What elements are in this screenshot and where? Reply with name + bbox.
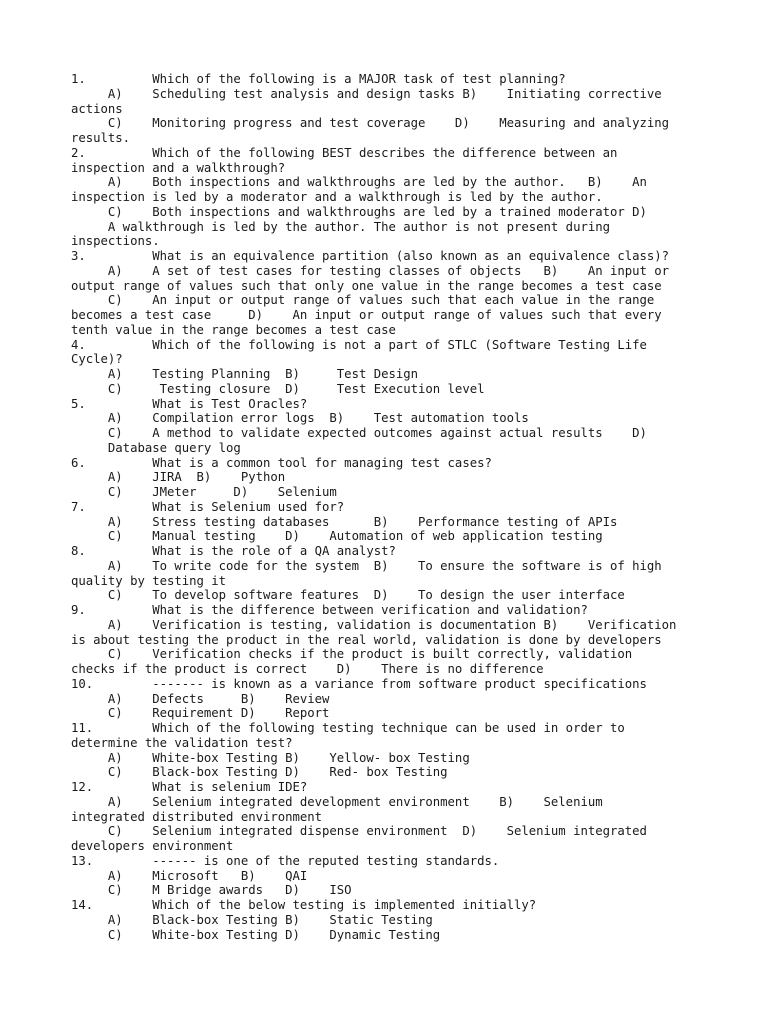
question-document bbox=[71, 72, 701, 942]
document-line: A) Both inspections and walkthroughs are led by the author. B) An bbox=[71, 175, 647, 190]
document-line: 2. Which of the following BEST describes the difference between an bbox=[71, 145, 618, 160]
document-line: A) Stress testing databases B) Performance testing of APIs bbox=[71, 514, 618, 529]
document-line: A) Verification is testing, validation is documentation B) Verification bbox=[71, 617, 677, 632]
document-line: 9. What is the difference between verification and validation? bbox=[71, 603, 588, 617]
document-line: Cycle)? bbox=[71, 352, 123, 367]
document-line: C) M Bridge awards D) ISO bbox=[71, 883, 352, 898]
document-line: is about testing the product in the real world, validation is done by developers bbox=[71, 632, 662, 647]
document-line: 11. Which of the following testing technique can be used in order to bbox=[71, 721, 625, 735]
document-line: A) Testing Planning B) Test Design bbox=[71, 367, 419, 381]
document-line: output range of values such that only one value in the range becomes a test case bbox=[71, 278, 662, 293]
document-line: quality by testing it bbox=[71, 573, 227, 588]
document-line: 1. Which of the following is a MAJOR task of test planning? bbox=[71, 72, 566, 86]
document-line: 14. Which of the below testing is implemented initially? bbox=[71, 898, 537, 912]
document-line: developers environment bbox=[71, 839, 234, 853]
document-line: A) JIRA B) Python bbox=[71, 470, 286, 485]
document-line: A) Compilation error logs B) Test automation tools bbox=[71, 411, 529, 426]
document-line: C) A method to validate expected outcomes against actual results D) bbox=[71, 426, 647, 440]
document-line: 4. Which of the following is not a part of STLC (Software Testing Life bbox=[71, 337, 647, 352]
document-line: inspection is led by a moderator and a walkthrough is led by the author. bbox=[71, 190, 603, 204]
document-line: 8. What is the role of a QA analyst? bbox=[71, 544, 396, 558]
document-line: actions bbox=[71, 101, 123, 116]
document-line: becomes a test case D) An input or output range of values such that every bbox=[71, 308, 662, 322]
document-line: inspection and a walkthrough? bbox=[71, 160, 286, 175]
document-line: 6. What is a common tool for managing test cases? bbox=[71, 455, 492, 470]
document-line: tenth value in the range becomes a test case bbox=[71, 322, 396, 337]
document-line: C) Monitoring progress and test coverage D) Measuring and analyzing bbox=[71, 116, 670, 131]
document-line: C) Verification checks if the product is built correctly, validation bbox=[71, 647, 633, 662]
document-line: A) White-box Testing B) Yellow- box Testing bbox=[71, 750, 470, 765]
document-line: C) Requirement D) Report bbox=[71, 706, 330, 721]
document-line: A) Microsoft B) QAI bbox=[71, 868, 308, 883]
document-line: C) Black-box Testing D) Red- box Testing bbox=[71, 765, 448, 780]
document-line: A walkthrough is led by the author. The author is not present during bbox=[71, 219, 610, 234]
document-line: C) Selenium integrated dispense environment D) Selenium integrated bbox=[71, 824, 647, 839]
document-line: integrated distributed environment bbox=[71, 809, 323, 824]
document-line: A) Defects B) Review bbox=[71, 691, 330, 706]
document-line: A) A set of test cases for testing classes of objects B) An input or bbox=[71, 263, 670, 278]
document-line: C) Both inspections and walkthroughs are led by a trained moderator D) bbox=[71, 204, 647, 219]
document-line: A) Scheduling test analysis and design tasks B) Initiating corrective bbox=[71, 86, 662, 101]
document-line: 3. What is an equivalence partition (also known as an equivalence class)? bbox=[71, 249, 670, 263]
document-line: 10. ------- is known as a variance from software product specifications bbox=[71, 676, 647, 691]
document-line: C) To develop software features D) To design the user interface bbox=[71, 588, 625, 603]
document-line: 5. What is Test Oracles? bbox=[71, 396, 308, 411]
document-line: C) An input or output range of values such that each value in the range bbox=[71, 293, 655, 308]
document-line: Database query log bbox=[71, 440, 241, 455]
document-line: 13. ------ is one of the reputed testing standards. bbox=[71, 853, 500, 868]
document-line: checks if the product is correct D) There is no difference bbox=[71, 662, 544, 676]
document-line: A) Selenium integrated development environment B) Selenium bbox=[71, 794, 603, 809]
document-line: 12. What is selenium IDE? bbox=[71, 780, 308, 794]
document-line: C) JMeter D) Selenium bbox=[71, 485, 337, 499]
document-line: A) To write code for the system B) To ensure the software is of high bbox=[71, 558, 662, 573]
document-line: C) Testing closure D) Test Execution level bbox=[71, 381, 485, 396]
document-line: C) Manual testing D) Automation of web application testing bbox=[71, 529, 603, 544]
document-line: determine the validation test? bbox=[71, 735, 293, 750]
document-line: results. bbox=[71, 131, 131, 145]
document-line: inspections. bbox=[71, 234, 160, 249]
document-line: A) Black-box Testing B) Static Testing bbox=[71, 912, 433, 927]
document-line: C) White-box Testing D) Dynamic Testing bbox=[71, 927, 441, 942]
document-line: 7. What is Selenium used for? bbox=[71, 499, 345, 514]
